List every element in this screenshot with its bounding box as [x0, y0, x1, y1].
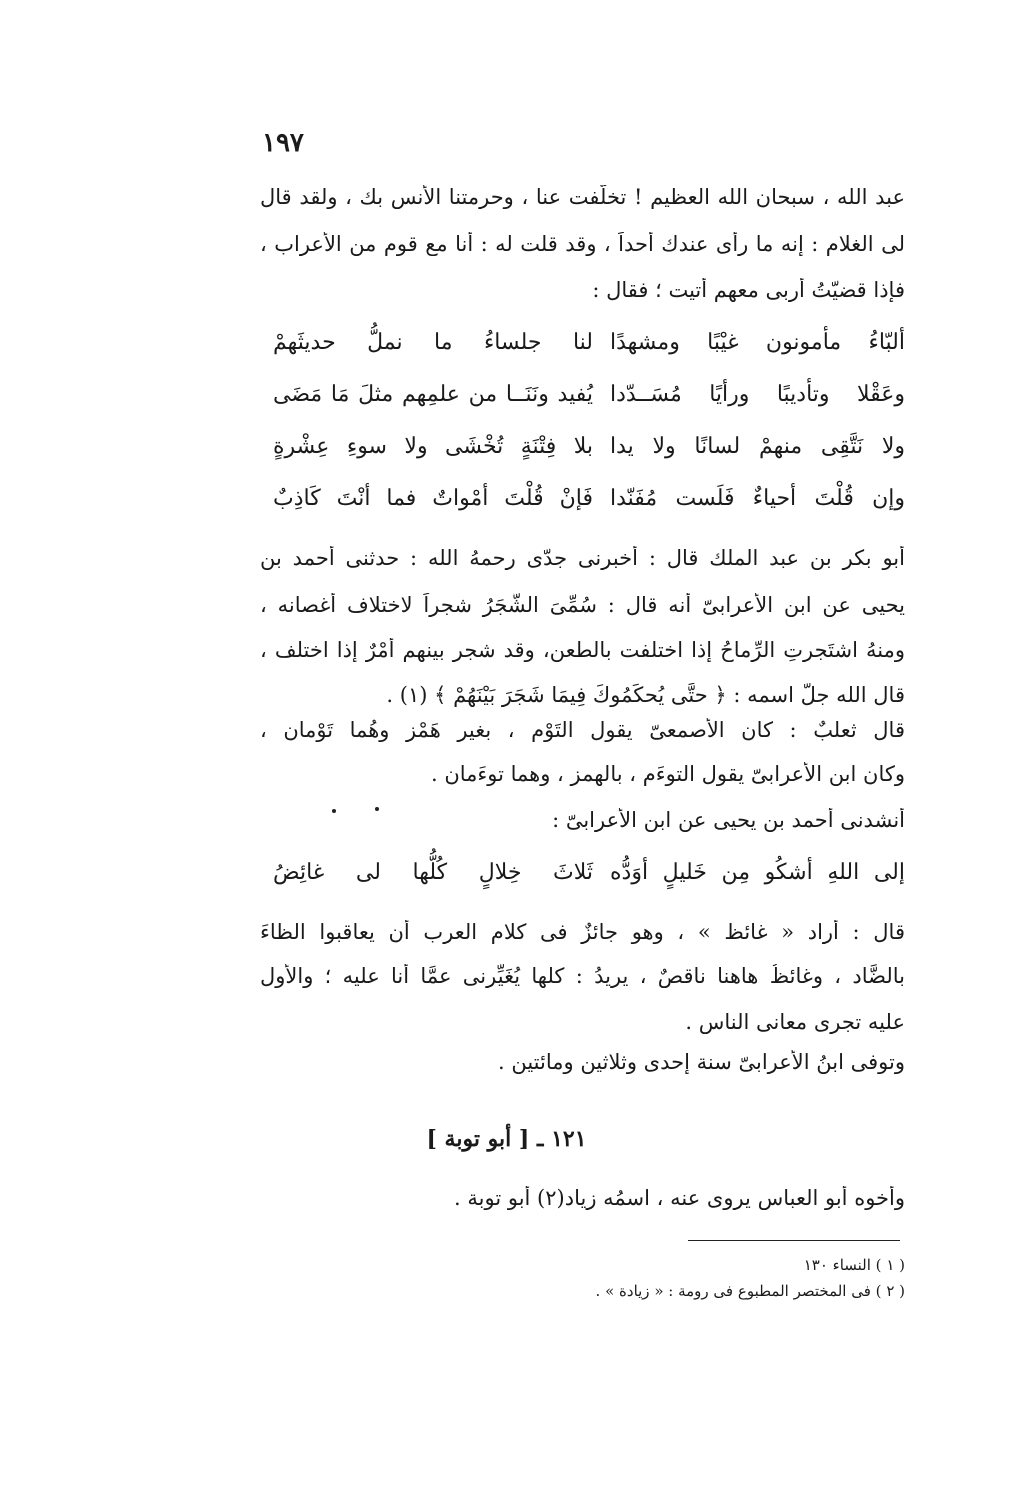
verse-hemistich: ألبّاءُ مأمونون غيْبًا ومشهدًا — [610, 330, 905, 355]
text-line: وأخوه أبو العباس يروى عنه ، اسمُه زياد(٢) أبو توبة . — [454, 1186, 905, 1210]
footnote: ( ١ ) النساء ١٣٠ — [803, 1256, 905, 1274]
text-line: بالضَّاد ، وغائظُ هاهنا ناقصٌ ، يريدُ : كلها يُغَيِّرنى عمَّا أنا عليه ؛ والأول — [260, 964, 905, 988]
verse-hemistich: لنا جلساءُ ما نملُّ حديثَهمْ — [273, 330, 593, 355]
text-line: وكان ابن الأعرابىّ يقول التوءَم ، بالهمز ، وهما توءَمان . — [430, 762, 905, 786]
section-heading: ١٢١ ـ [ أبو توبة ] — [426, 1126, 587, 1152]
text-line: قال الله جلّ اسمه : ﴿ حتَّى يُحكِّمُوكَ فِيمَا شَجَرَ بَيْنَهُمْ ﴾ (١) . — [386, 683, 905, 707]
verse-hemistich: يُفيد ونَنَــا من علمِهم مثلَ مَا مَضَى — [273, 382, 593, 407]
verse-hemistich: ولا نَتَّقِى منهمْ لسانًا ولا يدا — [610, 434, 905, 459]
verse-hemistich: إلى اللهِ أشكُو مِن خَليلٍ أوَدُّه — [610, 860, 905, 885]
verse-hemistich: فَإنْ قُلْتَ أمْواتٌ فما أنْتَ كَاذِبٌ — [273, 486, 593, 511]
text-line: فإذا قضيّتُ أربى معهم أتيت ؛ فقال : — [592, 278, 905, 302]
page-number: ١٩٧ — [262, 128, 304, 158]
text-line: عليه تجرى معانى الناس . — [685, 1010, 905, 1034]
verse-hemistich: وعَقْلا وتأديبًا ورأيًا مُسَــدّدا — [610, 382, 905, 407]
text-line: قال ثعلبٌ : كان الأصمعىّ يقول التَوْم ، بغير هَمْز وهُما تَوْمان ، — [260, 718, 905, 742]
text-line: أنشدنى أحمد بن يحيى عن ابن الأعرابىّ : — [552, 808, 905, 832]
footnote-rule — [688, 1240, 900, 1241]
text-line: ومنهُ اشتَجرتِ الرِّماحُ إذا اختلفت بالطعن، وقد شجر بينهم أمْرٌ إذا اختلف ، — [260, 638, 905, 662]
text-line: يحيى عن ابن الأعرابىّ أنه قال : سُمِّىَ الشَّجَرُ شجراً لاختلاف أغصانه ، — [260, 593, 905, 617]
text-line: أبو بكر بن عبد الملك قال : أخبرنى جدّى رحمهُ الله : حدثنى أحمد بن — [260, 546, 905, 570]
text-line: وتوفى ابنُ الأعرابىّ سنة إحدى وثلاثين ومائتين . — [498, 1050, 905, 1074]
text-line: لى الغلام : إنه ما رأى عندك أحداً ، وقد قلت له : أنا مع قوم من الأعراب ، — [260, 232, 905, 256]
verse-hemistich: ثَلاثَ خِلالٍ كُلُّها لى غائِضُ — [273, 860, 593, 885]
text-line: قال : أراد « غائظ » ، وهو جائزٌ فى كلام العرب أن يعاقبوا الظاءَ — [260, 920, 905, 944]
verse-hemistich: بلا فِتْنَةٍ تُخْشَى ولا سوءِ عِشْرةٍ — [273, 434, 593, 459]
text-line: عبد الله ، سبحان الله العظيم ! تخلّفت عنا ، وحرمتنا الأنس بك ، ولقد قال — [260, 185, 905, 209]
verse-hemistich: وإن قُلْتَ أحياءٌ فَلَست مُفَنّدا — [610, 486, 905, 511]
footnote: ( ٢ ) فى المختصر المطبوع فى رومة : « زيادة » . — [595, 1282, 905, 1300]
